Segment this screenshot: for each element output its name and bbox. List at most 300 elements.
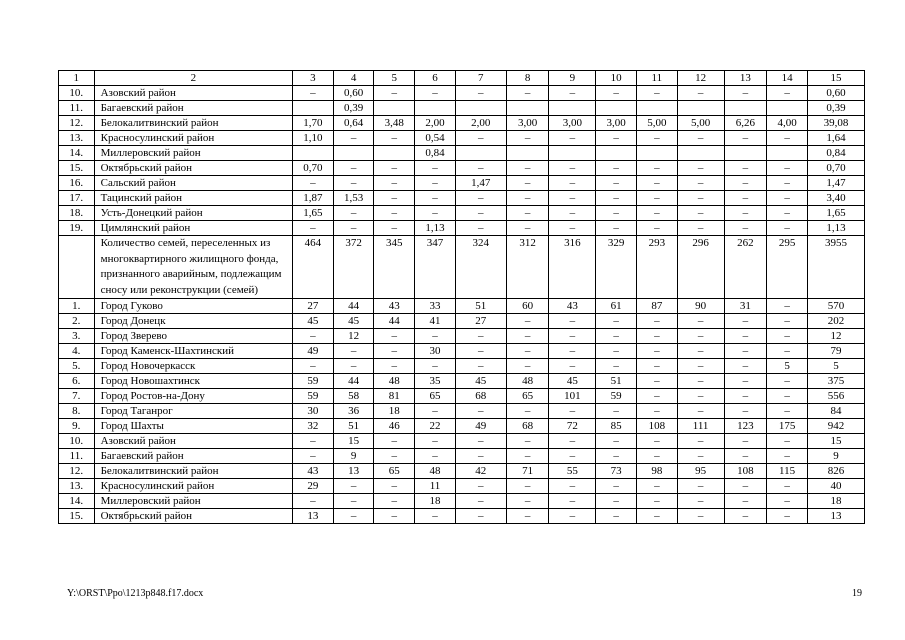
table-cell: –: [596, 176, 637, 191]
column-number: 7: [455, 71, 506, 86]
table-cell: –: [293, 494, 334, 509]
table-cell: 42: [455, 464, 506, 479]
table-cell: –: [677, 449, 724, 464]
table-cell: –: [506, 314, 549, 329]
table-cell: 0,84: [415, 146, 456, 161]
table-cell: –: [549, 434, 596, 449]
table-cell: [549, 146, 596, 161]
table-cell: –: [677, 86, 724, 101]
table-cell: –: [596, 434, 637, 449]
row-total: 39,08: [807, 116, 864, 131]
table-cell: –: [549, 86, 596, 101]
table-cell: –: [596, 494, 637, 509]
table-cell: 73: [596, 464, 637, 479]
table-cell: –: [293, 86, 334, 101]
table-cell: 43: [374, 299, 415, 314]
table-cell: –: [677, 221, 724, 236]
row-total: 40: [807, 479, 864, 494]
table-cell: 0,39: [333, 101, 374, 116]
table-cell: 98: [636, 464, 677, 479]
table-cell: –: [293, 176, 334, 191]
table-cell: –: [333, 176, 374, 191]
table-cell: 101: [549, 389, 596, 404]
table-cell: –: [724, 434, 767, 449]
table-cell: [724, 101, 767, 116]
table-cell: –: [767, 86, 808, 101]
table-cell: –: [767, 479, 808, 494]
row-number: 13.: [59, 479, 95, 494]
table-cell: –: [677, 434, 724, 449]
table-cell: 1,53: [333, 191, 374, 206]
table-cell: –: [596, 449, 637, 464]
row-number: 14.: [59, 494, 95, 509]
table-cell: –: [506, 434, 549, 449]
table-row: [59, 464, 865, 479]
row-name: Белокалитвинский район: [94, 116, 292, 131]
table-cell: 13: [333, 464, 374, 479]
table-cell: –: [506, 359, 549, 374]
table-cell: [596, 101, 637, 116]
table-row: [59, 206, 865, 221]
table-cell: [374, 101, 415, 116]
table-cell: –: [549, 404, 596, 419]
table-cell: –: [724, 329, 767, 344]
table-cell: –: [374, 161, 415, 176]
table-cell: 4,00: [767, 116, 808, 131]
row-total: 0,39: [807, 101, 864, 116]
table-cell: 329: [596, 236, 637, 299]
table-cell: [677, 101, 724, 116]
table-cell: 372: [333, 236, 374, 299]
table-cell: –: [636, 434, 677, 449]
table-cell: 312: [506, 236, 549, 299]
table-cell: 72: [549, 419, 596, 434]
data-table: [58, 70, 865, 524]
row-number: 7.: [59, 389, 95, 404]
row-name: Сальский район: [94, 176, 292, 191]
table-cell: –: [333, 221, 374, 236]
table-cell: 45: [455, 374, 506, 389]
table-cell: 55: [549, 464, 596, 479]
column-number: 13: [724, 71, 767, 86]
row-number: 16.: [59, 176, 95, 191]
row-total: 375: [807, 374, 864, 389]
column-number: 4: [333, 71, 374, 86]
table-cell: –: [724, 494, 767, 509]
column-number: 14: [767, 71, 808, 86]
table-cell: –: [724, 404, 767, 419]
table-cell: 71: [506, 464, 549, 479]
row-total: 12: [807, 329, 864, 344]
table-cell: –: [415, 449, 456, 464]
row-total: 0,70: [807, 161, 864, 176]
column-number: 2: [94, 71, 292, 86]
row-total: 826: [807, 464, 864, 479]
table-cell: –: [636, 131, 677, 146]
table-cell: –: [415, 359, 456, 374]
row-total: 202: [807, 314, 864, 329]
table-cell: –: [506, 494, 549, 509]
row-total: 0,60: [807, 86, 864, 101]
table-cell: –: [724, 374, 767, 389]
table-cell: 3,00: [506, 116, 549, 131]
table-cell: 1,13: [415, 221, 456, 236]
table-cell: –: [455, 449, 506, 464]
table-cell: –: [596, 404, 637, 419]
table-cell: –: [549, 176, 596, 191]
table-cell: –: [549, 131, 596, 146]
table-cell: 65: [374, 464, 415, 479]
table-cell: [374, 146, 415, 161]
table-cell: –: [415, 329, 456, 344]
table-cell: –: [724, 161, 767, 176]
table-cell: –: [415, 176, 456, 191]
row-name: Октябрьский район: [94, 509, 292, 524]
table-cell: –: [724, 359, 767, 374]
table-cell: –: [636, 389, 677, 404]
row-number: 8.: [59, 404, 95, 419]
table-cell: 316: [549, 236, 596, 299]
table-cell: –: [549, 161, 596, 176]
row-number: 4.: [59, 344, 95, 359]
table-cell: –: [767, 131, 808, 146]
table-cell: [415, 101, 456, 116]
row-number: 11.: [59, 101, 95, 116]
row-name: Количество семей, переселенных из многоквартирного жилищного фонда, признанного аварийным, подлежащим сносу или реконструкции (семей): [94, 236, 292, 299]
table-cell: –: [506, 206, 549, 221]
row-name: Азовский район: [94, 86, 292, 101]
table-cell: –: [415, 86, 456, 101]
table-cell: 0,64: [333, 116, 374, 131]
table-cell: –: [374, 509, 415, 524]
table-cell: 44: [374, 314, 415, 329]
row-name: Белокалитвинский район: [94, 464, 292, 479]
table-cell: –: [374, 131, 415, 146]
row-number: 6.: [59, 374, 95, 389]
table-cell: –: [636, 86, 677, 101]
table-cell: 35: [415, 374, 456, 389]
table-cell: 48: [415, 464, 456, 479]
table-cell: –: [333, 494, 374, 509]
row-name: Город Новошахтинск: [94, 374, 292, 389]
table-cell: –: [415, 434, 456, 449]
row-number: 15.: [59, 509, 95, 524]
table-cell: 65: [415, 389, 456, 404]
table-row: [59, 449, 865, 464]
table-row: [59, 176, 865, 191]
row-number: 11.: [59, 449, 95, 464]
row-name: Азовский район: [94, 434, 292, 449]
table-cell: 11: [415, 479, 456, 494]
row-total: 18: [807, 494, 864, 509]
table-cell: –: [506, 404, 549, 419]
row-total: 1,65: [807, 206, 864, 221]
table-cell: 3,00: [549, 116, 596, 131]
table-row: [59, 374, 865, 389]
table-cell: –: [596, 509, 637, 524]
row-name: Красносулинский район: [94, 131, 292, 146]
table-cell: 61: [596, 299, 637, 314]
table-cell: –: [374, 344, 415, 359]
table-cell: –: [677, 494, 724, 509]
table-cell: –: [506, 191, 549, 206]
table-row: [59, 494, 865, 509]
column-number: 8: [506, 71, 549, 86]
table-cell: 87: [636, 299, 677, 314]
table-cell: 45: [549, 374, 596, 389]
row-name: Тацинский район: [94, 191, 292, 206]
row-total: 1,13: [807, 221, 864, 236]
table-cell: –: [374, 449, 415, 464]
table-cell: –: [455, 329, 506, 344]
table-cell: –: [415, 509, 456, 524]
row-name: Город Гуково: [94, 299, 292, 314]
table-cell: –: [596, 479, 637, 494]
table-cell: –: [506, 344, 549, 359]
table-cell: –: [596, 329, 637, 344]
table-cell: –: [455, 86, 506, 101]
table-cell: –: [455, 191, 506, 206]
table-cell: –: [506, 221, 549, 236]
table-cell: –: [636, 479, 677, 494]
table-cell: –: [636, 314, 677, 329]
table-cell: 51: [333, 419, 374, 434]
row-name: Город Каменск-Шахтинский: [94, 344, 292, 359]
table-cell: 27: [455, 314, 506, 329]
table-cell: –: [677, 206, 724, 221]
table-cell: –: [767, 494, 808, 509]
table-cell: –: [333, 206, 374, 221]
table-row: [59, 299, 865, 314]
table-cell: 60: [506, 299, 549, 314]
table-cell: 41: [415, 314, 456, 329]
table-row: [59, 509, 865, 524]
row-number: 17.: [59, 191, 95, 206]
table-cell: –: [724, 176, 767, 191]
table-cell: –: [506, 131, 549, 146]
table-cell: 65: [506, 389, 549, 404]
table-cell: –: [767, 206, 808, 221]
table-cell: –: [767, 176, 808, 191]
table-cell: 123: [724, 419, 767, 434]
row-name: Город Донецк: [94, 314, 292, 329]
row-total: 15: [807, 434, 864, 449]
table-cell: –: [636, 494, 677, 509]
table-cell: 95: [677, 464, 724, 479]
table-cell: –: [596, 86, 637, 101]
table-cell: –: [724, 86, 767, 101]
table-cell: –: [677, 314, 724, 329]
table-cell: 68: [506, 419, 549, 434]
column-number-row: [59, 71, 865, 86]
table-cell: 15: [333, 434, 374, 449]
row-name: Город Новочеркасск: [94, 359, 292, 374]
table-cell: 13: [293, 509, 334, 524]
table-cell: –: [293, 221, 334, 236]
table-cell: –: [293, 359, 334, 374]
table-row: [59, 161, 865, 176]
table-cell: 22: [415, 419, 456, 434]
row-number: 10.: [59, 434, 95, 449]
table-cell: 44: [333, 374, 374, 389]
table-cell: –: [767, 161, 808, 176]
table-cell: –: [549, 344, 596, 359]
table-row: [59, 359, 865, 374]
table-cell: –: [677, 359, 724, 374]
table-cell: –: [333, 161, 374, 176]
table-cell: [677, 146, 724, 161]
table-cell: 6,26: [724, 116, 767, 131]
table-cell: –: [549, 494, 596, 509]
table-cell: [636, 101, 677, 116]
table-cell: 1,70: [293, 116, 334, 131]
table-cell: 1,87: [293, 191, 334, 206]
table-cell: –: [549, 359, 596, 374]
row-name: Город Зверево: [94, 329, 292, 344]
table-cell: 51: [455, 299, 506, 314]
table-cell: 9: [333, 449, 374, 464]
table-cell: –: [455, 509, 506, 524]
table-cell: 0,70: [293, 161, 334, 176]
table-cell: –: [767, 314, 808, 329]
table-cell: 5: [767, 359, 808, 374]
table-cell: [293, 101, 334, 116]
table-cell: 43: [549, 299, 596, 314]
table-cell: –: [374, 191, 415, 206]
table-cell: –: [596, 221, 637, 236]
table-cell: –: [374, 359, 415, 374]
table-cell: –: [636, 344, 677, 359]
table-cell: –: [767, 374, 808, 389]
table-cell: 175: [767, 419, 808, 434]
table-cell: –: [374, 434, 415, 449]
table-cell: –: [549, 314, 596, 329]
table-cell: –: [293, 329, 334, 344]
table-row: [59, 479, 865, 494]
row-number: 18.: [59, 206, 95, 221]
table-cell: –: [506, 161, 549, 176]
table-cell: –: [455, 206, 506, 221]
table-cell: [724, 146, 767, 161]
row-total: 3955: [807, 236, 864, 299]
table-cell: –: [677, 404, 724, 419]
table-cell: –: [596, 131, 637, 146]
table-row: [59, 221, 865, 236]
table-cell: 81: [374, 389, 415, 404]
row-number: 9.: [59, 419, 95, 434]
page-number: 19: [852, 588, 862, 599]
table-cell: –: [767, 449, 808, 464]
table-cell: 59: [293, 389, 334, 404]
table-cell: –: [455, 359, 506, 374]
table-cell: 44: [333, 299, 374, 314]
row-name: Багаевский район: [94, 101, 292, 116]
table-cell: –: [677, 344, 724, 359]
table-cell: 59: [293, 374, 334, 389]
table-cell: 18: [415, 494, 456, 509]
row-name: Усть-Донецкий район: [94, 206, 292, 221]
table-cell: 58: [333, 389, 374, 404]
table-cell: –: [636, 404, 677, 419]
row-number: [59, 236, 95, 299]
row-number: 15.: [59, 161, 95, 176]
row-name: Красносулинский район: [94, 479, 292, 494]
table-cell: 324: [455, 236, 506, 299]
table-cell: –: [596, 359, 637, 374]
table-cell: –: [455, 161, 506, 176]
table-cell: –: [455, 131, 506, 146]
row-total: 13: [807, 509, 864, 524]
table-cell: 30: [293, 404, 334, 419]
table-cell: –: [293, 449, 334, 464]
table-cell: –: [596, 314, 637, 329]
table-cell: 68: [455, 389, 506, 404]
table-cell: 296: [677, 236, 724, 299]
table-row: [59, 344, 865, 359]
row-total: 84: [807, 404, 864, 419]
table-cell: –: [596, 161, 637, 176]
column-number: 15: [807, 71, 864, 86]
table-cell: –: [293, 434, 334, 449]
table-cell: 464: [293, 236, 334, 299]
row-number: 1.: [59, 299, 95, 314]
table-cell: –: [455, 221, 506, 236]
table-cell: –: [724, 206, 767, 221]
column-number: 1: [59, 71, 95, 86]
table-cell: –: [677, 329, 724, 344]
table-cell: –: [767, 344, 808, 359]
row-name: Багаевский район: [94, 449, 292, 464]
table-cell: 3,00: [596, 116, 637, 131]
table-cell: –: [374, 86, 415, 101]
row-name: Город Шахты: [94, 419, 292, 434]
table-cell: 108: [636, 419, 677, 434]
table-cell: –: [549, 509, 596, 524]
table-cell: 90: [677, 299, 724, 314]
table-row: [59, 329, 865, 344]
table-cell: –: [724, 131, 767, 146]
row-number: 12.: [59, 464, 95, 479]
table-cell: 33: [415, 299, 456, 314]
row-total: 3,40: [807, 191, 864, 206]
table-row: [59, 389, 865, 404]
table-cell: 262: [724, 236, 767, 299]
table-cell: –: [506, 86, 549, 101]
table-row: [59, 131, 865, 146]
table-cell: 2,00: [455, 116, 506, 131]
table-cell: –: [636, 359, 677, 374]
table-row: [59, 191, 865, 206]
table-cell: –: [767, 329, 808, 344]
table-cell: –: [455, 494, 506, 509]
table-cell: –: [549, 221, 596, 236]
table-cell: 293: [636, 236, 677, 299]
row-name: Город Ростов-на-Дону: [94, 389, 292, 404]
table-cell: –: [549, 329, 596, 344]
table-cell: –: [677, 479, 724, 494]
table-cell: 30: [415, 344, 456, 359]
table-cell: –: [455, 479, 506, 494]
table-cell: 51: [596, 374, 637, 389]
file-path: Y:\ORST\Ppo\1213p848.f17.docx: [67, 588, 204, 599]
row-total: 9: [807, 449, 864, 464]
table-cell: 1,47: [455, 176, 506, 191]
table-cell: –: [724, 221, 767, 236]
table-cell: 85: [596, 419, 637, 434]
table-cell: –: [767, 191, 808, 206]
row-name: Город Таганрог: [94, 404, 292, 419]
row-number: 3.: [59, 329, 95, 344]
